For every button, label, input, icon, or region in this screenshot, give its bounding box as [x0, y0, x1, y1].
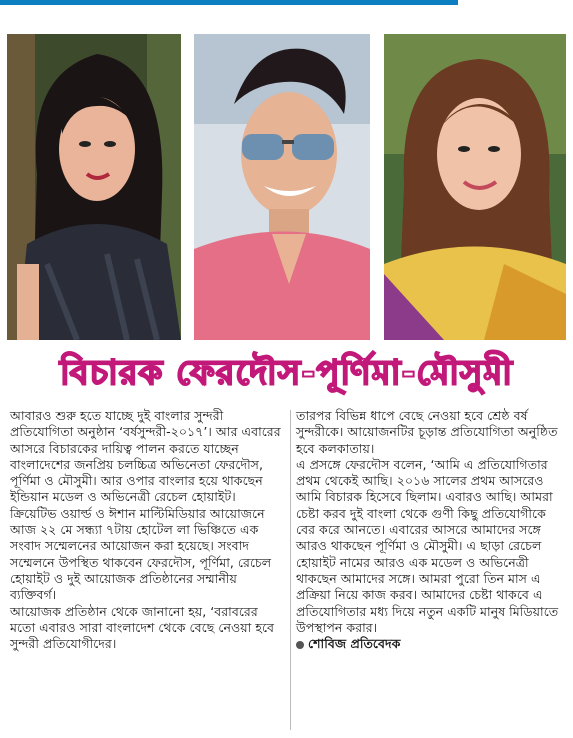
article-column-1	[10, 408, 285, 652]
top-rule	[0, 0, 458, 5]
column-divider	[290, 410, 291, 730]
byline	[296, 636, 566, 652]
bullet-icon	[296, 641, 304, 649]
paragraph: এ প্রসঙ্গে ফেরদৌস বলেন, ‘আমি এ প্রতিযোগিতার প্রথম থেকেই আছি। ২০১৬ সালের প্রথম আসরেও আমি বিচারক হিসেবে ছিলাম। এবারও আছি। আমরা চেষ্টা করব দুই বাংলা থেকে গুণী কিছু প্রতিযোগীকে বের করে আনতে। এবারের আসরে আমাদের সঙ্গে আরও থাকছেন পূর্ণিমা ও মৌসুমী। এ ছাড়া রেচেল হোয়াইট নামের আরও এক মডেল ও অভিনেত্রী থাকছেন আমাদের সঙ্গে। আমরা পুরো তিন মাস এ প্রক্রিয়া নিয়ে কাজ করব। আমাদের চেষ্টা থাকবে এ প্রতিযোগিতার মধ্য দিয়ে নতুন একটি মানুষ মিডিয়াতে উপস্থাপন করার।	[296, 456, 559, 635]
paragraph: আয়োজক প্রতিষ্ঠান থেকে জানানো হয়, ‘বরাবরের মতো এবারও সারা বাংলাদেশ থেকে বেছে নেওয়া হবে সুন্দরী প্রতিযোগীদের।	[10, 603, 275, 652]
headline: বিচারক ফেরদৌস-পূর্ণিমা-মৌসুমী	[59, 353, 514, 393]
paragraph: তারপর বিভিন্ন ধাপে বেছে নেওয়া হবে শ্রেষ্ঠ বর্ষ সুন্দরীকে। আয়োজনটির চূড়ান্ত প্রতিযোগিতা অনুষ্ঠিত হবে কলকাতায়।	[296, 408, 558, 456]
article-column-2	[296, 408, 566, 652]
photo-mousumi	[7, 34, 181, 340]
paragraph: আবারও শুরু হতে যাচ্ছে দুই বাংলার সুন্দরী প্রতিযোগিতা অনুষ্ঠান ‘বর্ষসুন্দরী-২০১৭’। আর এবারের আসরে বিচারকের দায়িত্ব পালন করতে যাচ্ছেন বাংলাদেশের জনপ্রিয় চলচ্চিত্র অভিনেতা ফেরদৌস, পূর্ণিমা ও মৌসুমী। আর ওপার বাংলার হয়ে থাকছেন ইন্ডিয়ান মডেল ও অভিনেত্রী রেচেল হোয়াইট। ক্রিয়েটিভ ওয়ার্ল্ড ও ঈশান মাল্টিমিডিয়ার আয়োজনে আজ ২২ মে সন্ধ্যা ৭টায় হোটেল লা ভিঞ্চিতে এক সংবাদ সম্মেলনের আয়োজন করা হয়েছে। সংবাদ সম্মেলনে উপস্থিত থাকবেন ফেরদৌস, পূর্ণিমা, রেচেল হোয়াইট ও দুই আয়োজক প্রতিষ্ঠানের সম্মানীয় ব্যক্তিবর্গ।	[10, 408, 281, 603]
byline-text: শোবিজ প্রতিবেদক	[308, 636, 401, 652]
photo-purnima	[384, 34, 566, 340]
photo-ferdous	[194, 34, 370, 340]
